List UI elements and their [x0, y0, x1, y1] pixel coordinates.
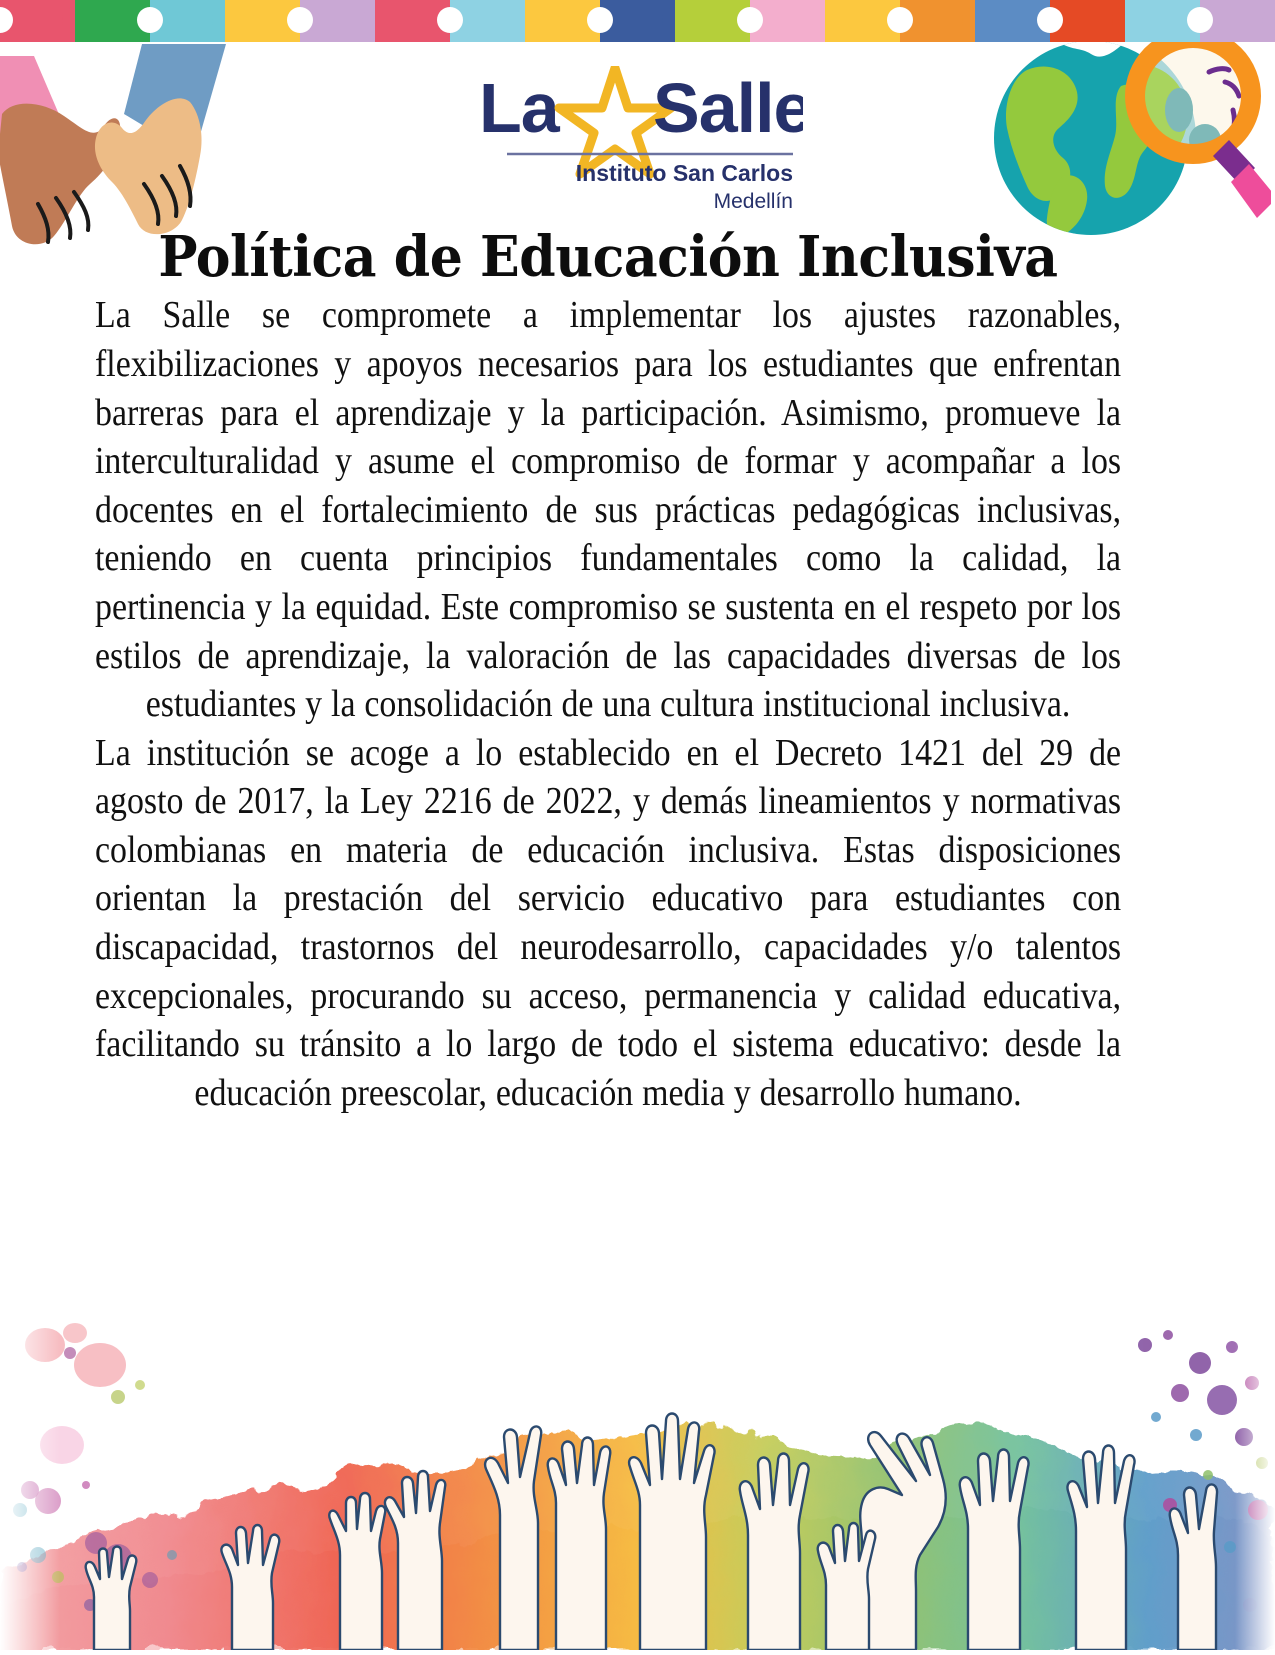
puzzle-notch [0, 7, 13, 33]
left-edge-fade [0, 1305, 60, 1650]
page-title: Política de Educación Inclusiva [158, 224, 1058, 290]
svg-text:Instituto San Carlos: Instituto San Carlos [575, 160, 793, 186]
puzzle-knob [1262, 7, 1275, 33]
puzzle-notch [587, 7, 613, 33]
puzzle-notch [437, 7, 463, 33]
svg-text:Medellín: Medellín [713, 190, 793, 213]
puzzle-piece-1 [0, 0, 75, 42]
policy-paragraph-1: La Salle se compromete a implementar los ajustes razonables, flexibilizaciones y apoyos necesarios para los estudiantes que enfrentan barreras para el aprendizaje y la participación. Asimismo, promueve la interculturalidad y asume el compromiso de formar y acompañar a los docentes en el fortalecimiento de sus prácticas pedagógicas inclusivas, teniendo en cuenta principios fundamentales como la calidad, la pertinencia y la equidad. Este compromiso se sustenta en el respeto por los estilos de aprendizaje, la valoración de las capacidades diversas de los estudiantes y la consolidación de una cultura institucional inclusiva. [95, 294, 1122, 726]
right-edge-fade [1235, 1305, 1275, 1650]
puzzle-piece-5 [300, 0, 375, 42]
puzzle-piece-border [0, 0, 1275, 42]
puzzle-notch [287, 7, 313, 33]
puzzle-piece-3 [150, 0, 225, 42]
puzzle-notch [737, 7, 763, 33]
puzzle-piece-11 [750, 0, 825, 42]
document-body [95, 224, 1122, 1117]
puzzle-notch [887, 7, 913, 33]
puzzle-notch [137, 7, 163, 33]
puzzle-piece-13 [900, 0, 975, 42]
puzzle-piece-9 [600, 0, 675, 42]
puzzle-notch [1187, 7, 1213, 33]
policy-paragraph-2: La institución se acoge a lo establecido en el Decreto 1421 del 29 de agosto de 2017, la Ley 2216 de 2022, y demás lineamientos y normativas colombianas en materia de educación inclusiva. Estas disposiciones orientan la prestación del servicio educativo para estudiantes con discapacidad, trastornos del neurodesarrollo, capacidades y/o talentos excepcionales, procurando su acceso, permanencia y calidad educativa, facilitando su tránsito a lo largo de todo el sistema educativo: desde la educación preescolar, educación media y desarrollo humano. [95, 731, 1122, 1114]
svg-text:La: La [478, 69, 559, 147]
svg-text:Salle: Salle [652, 69, 803, 147]
raised-hands-watercolor-illustration [0, 1305, 1275, 1650]
la-salle-logo [0, 66, 1275, 221]
puzzle-piece-7 [450, 0, 525, 42]
puzzle-piece-15 [1050, 0, 1125, 42]
logo-graphic [473, 66, 803, 221]
puzzle-notch [1037, 7, 1063, 33]
puzzle-piece-17 [1200, 0, 1275, 42]
